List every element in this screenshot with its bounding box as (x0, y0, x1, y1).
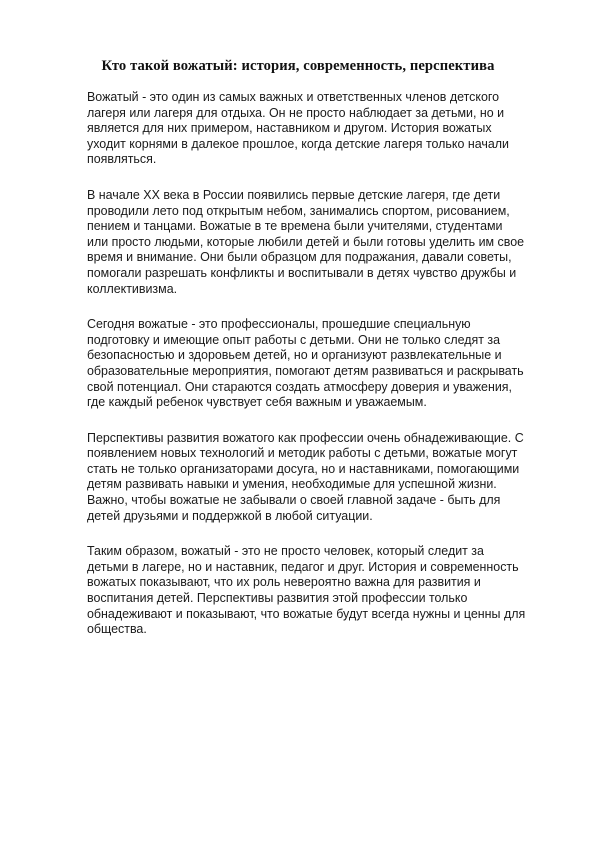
paragraph-history-intro: Вожатый - это один из самых важных и ответственных членов детского лагеря или лагеря для отдыха. Он не просто наблюдает за детьми, но и является для них примером, наставником и другом. История вожатых уходит корнями в далекое прошлое, когда детские лагеря только начали появляться. (87, 90, 509, 167)
paragraph-conclusion: Таким образом, вожатый - это не просто человек, который следит за детьми в лагере, но и наставник, педагог и друг. История и современность вожатых показывают, что их роль невероятно важна для развития и воспитания детей. Перспективы развития этой профессии только обнадеживают и показывают, что вожатые будут всегда нужны и ценны для общества. (87, 544, 526, 637)
document-body (87, 90, 527, 638)
paragraph-prospects: Перспективы развития вожатого как профессии очень обнадеживающие. С появлением новых технологий и методик работы с детьми, вожатые могут стать не только организаторами досуга, но и наставниками, помогающими детям развивать навыки и умения, необходимые для успешной жизни. Важно, чтобы вожатые не забывали о своей главной задаче - быть для детей друзьями и поддержкой в любой ситуации. (87, 430, 524, 523)
document-title: Кто такой вожатый: история, современность, перспектива (101, 58, 495, 74)
paragraph-early-camps: В начале XX века в России появились первые детские лагеря, где дети проводили лето под открытым небом, занимались спортом, рисованием, пением и танцами. Вожатые в те времена были учителями, студентами или просто людьми, которые любили детей и были готовы уделить им свое время и внимание. Они были образцом для подражания, давали советы, помогали разрешать конфликты и воспитывали в детях чувство дружбы и коллективизма. (87, 187, 525, 296)
paragraph-modern-counselors: Сегодня вожатые - это профессионалы, прошедшие специальную подготовку и имеющие опыт работы с детьми. Они не только следят за безопасностью и здоровьем детей, но и организуют развлекательные и образовательные мероприятия, помогают детям развиваться и раскрывать свой потенциал. Они стараются создать атмосферу доверия и уважения, где каждый ребенок чувствует себя важным и уважаемым. (87, 317, 524, 410)
